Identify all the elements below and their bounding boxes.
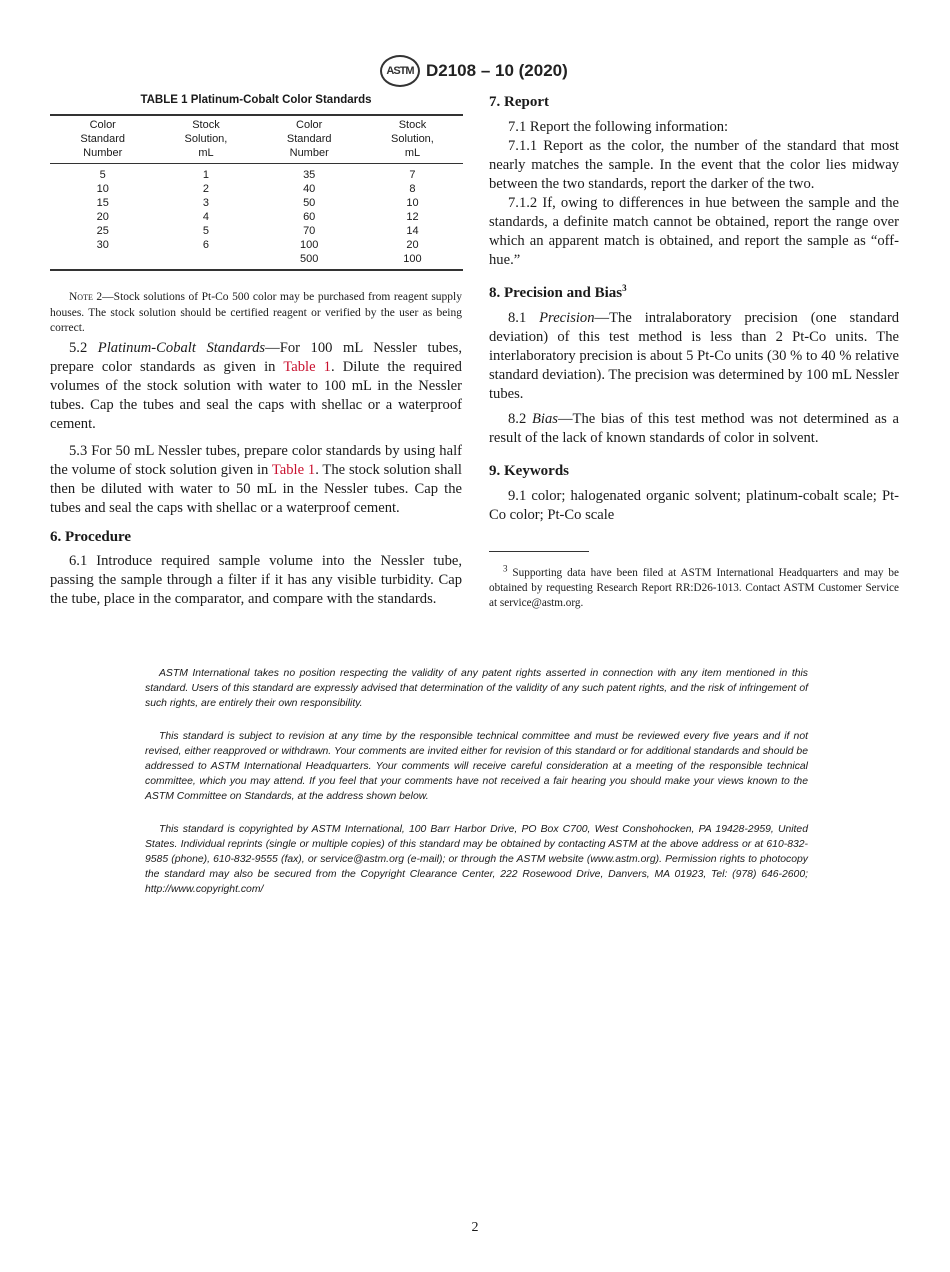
table-cell: 6 bbox=[202, 239, 210, 251]
table-cell: 4 bbox=[202, 211, 210, 223]
table-cell: 25 bbox=[96, 225, 109, 237]
table-cell: 15 bbox=[96, 197, 109, 209]
page-header bbox=[380, 55, 568, 87]
header-line: Standard bbox=[80, 133, 126, 145]
left-column bbox=[50, 290, 462, 609]
table-cell: 20 bbox=[96, 211, 109, 223]
header-line: Standard bbox=[286, 133, 332, 145]
table-cell: 500 bbox=[300, 253, 319, 265]
table-cell: 7 bbox=[409, 169, 416, 181]
table-1-link[interactable]: Table 1 bbox=[283, 358, 331, 375]
copyright-notice: This standard is copyrighted by ASTM International, 100 Barr Harbor Drive, PO Box C700, West Conshohocken, PA 19428-2959, United States. Individual reprints (single or multiple copies) of this standard may be obtained by contacting ASTM at the above address or at 610-832-9585 (phone), 610-832-9555 (fax), or service@astm.org (e-mail); or through the ASTM website (www.astm.org). Permission rights to photocopy the standard may also be secured from the Copyright Clearance Center, 222 Rosewood Drive, Danvers, MA 01923, Tel: (978) 646-2600; http://www.copyright.com/ bbox=[145, 823, 808, 896]
note-2: Note 2—Stock solutions of Pt-Co 500 color may be purchased from reagent supply houses. The stock solution should be certified reagent or verified by the user as being correct. bbox=[50, 291, 462, 334]
designation: D2108 – 10 (2020) bbox=[426, 61, 568, 80]
column-header bbox=[155, 115, 256, 164]
right-column bbox=[489, 93, 899, 611]
color-standards-table bbox=[50, 114, 463, 271]
table-cell bbox=[155, 252, 256, 270]
table-cell: 50 bbox=[303, 197, 316, 209]
para-5-3: 5.3 For 50 mL Nessler tubes, prepare color standards by using half the volume of stock solution given in Table 1. The stock solution shall then be diluted with water to 50 mL in the Nessler tubes. Cap the tubes and seal the caps with shellac or a waterproof cement. bbox=[50, 442, 462, 516]
table-cell: 5 bbox=[202, 225, 210, 237]
header-line: Number bbox=[83, 147, 123, 159]
header-line: Number bbox=[289, 147, 329, 159]
table-cell: 60 bbox=[303, 211, 316, 223]
revision-notice: This standard is subject to revision at any time by the responsible technical committee and must be reviewed every five years and if not revised, either reapproved or withdrawn. Your comments are invited either for revision of this standard or for additional standards and should be addressed to ASTM International Headquarters. Your comments will receive careful consideration at a meeting of the responsible technical committee, which you may attend. If you feel that your comments have not received a fair hearing you should make your views known to the ASTM Committee on Standards, at the address shown below. bbox=[145, 730, 808, 803]
table-row bbox=[50, 164, 463, 183]
header-line: Stock bbox=[398, 119, 427, 131]
section-6-heading: 6. Procedure bbox=[50, 528, 132, 545]
para-7-1-1: 7.1.1 Report as the color, the number of the standard that most nearly matches the sample. In the event that the color lies midway between the two standards, report the darker of the two. bbox=[489, 138, 899, 192]
table-row bbox=[50, 252, 463, 270]
table-cell: 10 bbox=[406, 197, 419, 209]
table-cell: 20 bbox=[406, 239, 419, 251]
table-cell: 1 bbox=[202, 169, 210, 181]
header-line: Stock bbox=[192, 119, 220, 131]
table-cell: 100 bbox=[403, 253, 422, 265]
table-1-link[interactable]: Table 1 bbox=[271, 461, 316, 478]
patent-notice: ASTM International takes no position respecting the validity of any patent rights asserted in connection with any item mentioned in this standard. Users of this standard are expressly advised that determination of the validity of any such patent rights, and the risk of infringement of such rights, are entirely their own responsibility. bbox=[145, 668, 808, 710]
table-cell bbox=[50, 252, 155, 270]
table-cell: 30 bbox=[96, 239, 109, 251]
column-header bbox=[256, 115, 361, 164]
column-header bbox=[50, 115, 155, 164]
para-7-1-2: 7.1.2 If, owing to differences in hue between the sample and the standards, a definite match cannot be obtained, report the range over which an apparent match is obtained, and report the sample as “off-hue.” bbox=[489, 195, 899, 268]
section-9-heading: 9. Keywords bbox=[489, 463, 569, 479]
header-line: Solution, bbox=[391, 133, 434, 145]
table-row bbox=[50, 210, 463, 224]
table-row bbox=[50, 182, 463, 196]
header-line: mL bbox=[404, 147, 421, 159]
table-cell: 5 bbox=[99, 169, 106, 181]
para-8-2: 8.2 Bias—The bias of this test method was not determined as a result of the lack of known standards of color in solvent. bbox=[489, 411, 899, 446]
header-line: Solution, bbox=[184, 133, 228, 145]
table-row bbox=[50, 238, 463, 252]
para-9-1: 9.1 color; halogenated organic solvent; platinum-cobalt scale; Pt-Co color; Pt-Co scale bbox=[489, 488, 899, 523]
table-cell: 2 bbox=[202, 183, 210, 195]
table-cell: 12 bbox=[406, 211, 419, 223]
table-cell: 10 bbox=[96, 183, 109, 195]
section-7-heading: 7. Report bbox=[489, 94, 549, 110]
para-7-1: 7.1 Report the following information: bbox=[508, 119, 729, 135]
table-row bbox=[50, 224, 463, 238]
page-number: 2 bbox=[471, 1220, 479, 1235]
table-row bbox=[50, 196, 463, 210]
table-cell: 35 bbox=[303, 169, 316, 181]
table-cell: 100 bbox=[300, 239, 319, 251]
table-cell: 40 bbox=[303, 183, 316, 195]
para-5-2: 5.2 Platinum-Cobalt Standards—For 100 mL Nessler tubes, prepare color standards as given in Table 1. Dilute the required volumes of the stock solution with water to 100 mL in the Nessler tubes. Cap the tubes and seal the caps with shellac or a waterproof cement. bbox=[50, 339, 463, 432]
astm-logo: ASTM bbox=[380, 55, 420, 87]
column-header bbox=[362, 115, 463, 164]
header-line: Color bbox=[296, 119, 323, 131]
header-line: mL bbox=[198, 147, 214, 159]
table-cell: 3 bbox=[202, 197, 210, 209]
table-cell: 8 bbox=[409, 183, 416, 195]
table-title: TABLE 1 Platinum-Cobalt Color Standards bbox=[140, 94, 372, 106]
footer-notices bbox=[145, 666, 808, 898]
footnote-divider bbox=[489, 551, 589, 552]
section-8-heading: 8. Precision and Bias$^3$ bbox=[489, 283, 627, 301]
table-cell: 70 bbox=[303, 225, 316, 237]
para-6-1: 6.1 Introduce required sample volume into the Nessler tube, passing the sample through a filter if it has any visible turbidity. Cap the tube, place in the comparator, and compare with the standards. bbox=[50, 552, 462, 607]
table-cell: 14 bbox=[406, 225, 419, 237]
footnote-3: $^3$ Supporting data have been filed at ASTM International Headquarters and may be obtained by requesting Research Report RR:D26-1013. Contact ASTM Customer Service at service@astm.org. bbox=[489, 563, 899, 609]
header-line: Color bbox=[89, 119, 116, 131]
para-8-1: 8.1 Precision—The intralaboratory precision (one standard deviation) of this test method is less than 2 Pt-Co units. The interlaboratory precision is about 5 Pt-Co units (30 % to 40 % relative standard deviation). The precision was determined by 100 mL Nessler tubes. bbox=[489, 310, 899, 402]
